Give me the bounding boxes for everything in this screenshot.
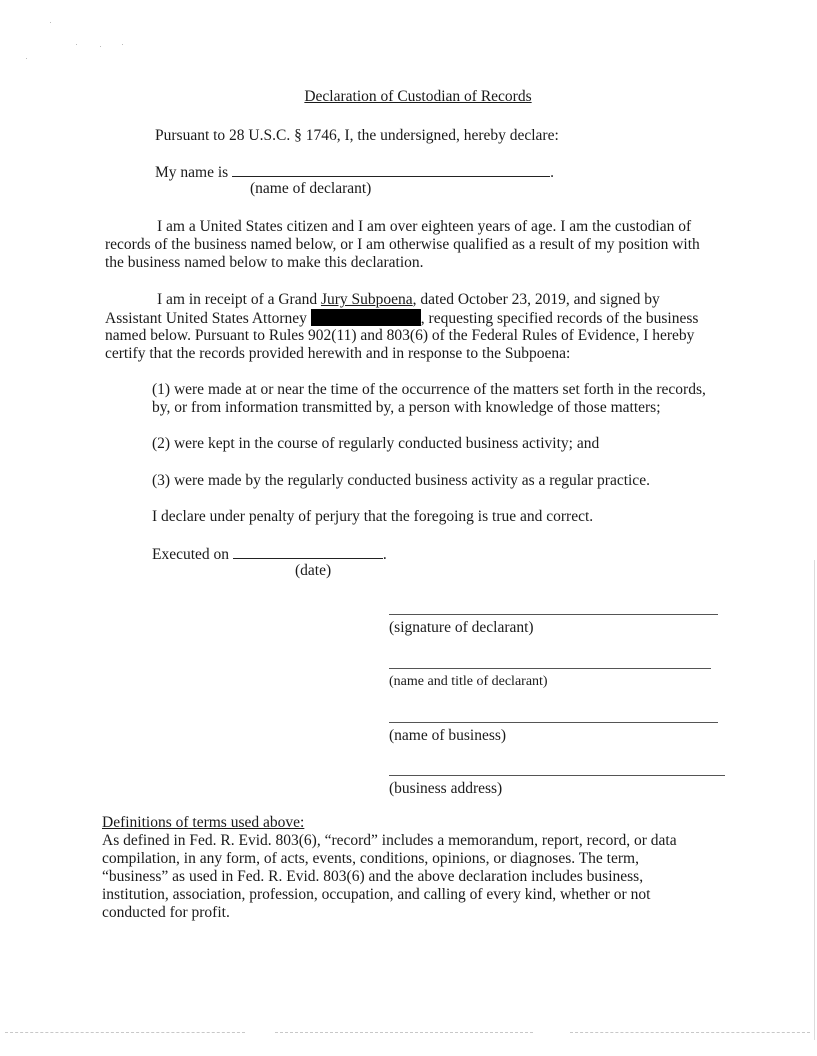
para2-line1-text-a: I am in receipt of a Grand [157, 291, 321, 308]
para2-line2-text-b: , requesting specified records of the business [420, 310, 699, 327]
para2-line4: certify that the records provided herewith and in response to the Subpoena: [105, 345, 571, 362]
date-caption: (date) [295, 562, 332, 579]
para2-line2-text-a: Assistant United States Attorney [105, 310, 311, 327]
definitions-line1: As defined in Fed. R. Evid. 803(6), “record” includes a memorandum, report, record, or data [102, 832, 677, 849]
business-name-caption: (name of business) [389, 727, 507, 744]
executed-suffix: . [382, 546, 387, 563]
item3: (3) were made by the regularly conducted business activity as a regular practice. [152, 472, 650, 489]
executed-line [152, 544, 387, 564]
scan-speck [50, 22, 51, 23]
perjury-statement: I declare under penalty of perjury that the foregoing is true and correct. [152, 508, 594, 525]
para1-line1: I am a United States citizen and I am over eighteen years of age. I am the custodian of [157, 218, 692, 235]
item2: (2) were kept in the course of regularly conducted business activity; and [152, 435, 600, 452]
business-address-field[interactable] [389, 775, 725, 776]
scan-edge-line [570, 1032, 810, 1033]
subpoena-reference: Jury Subpoena [320, 291, 413, 308]
name-title-field[interactable] [389, 668, 711, 669]
scan-edge-line [5, 1032, 245, 1033]
business-name-field[interactable] [389, 722, 718, 723]
para2-line1-text-b: , dated October 23, 2019, and signed by [412, 291, 660, 308]
definitions-line3: “business” as used in Fed. R. Evid. 803(6) and the above declaration includes business, [102, 868, 644, 885]
para2-line3: named below. Pursuant to Rules 902(11) and 803(6) of the Federal Rules of Evidence, I hereby [105, 327, 695, 344]
name-line [155, 162, 554, 182]
item1-line1: (1) were made at or near the time of the occurrence of the matters set forth in the records, [152, 381, 706, 398]
para2-line2 [105, 309, 698, 328]
execution-date-field[interactable] [233, 544, 383, 559]
scan-edge-right [814, 560, 815, 1040]
para2-line1 [157, 291, 660, 309]
definitions-line5: conducted for profit. [102, 904, 230, 921]
para1-line2: records of the business named below, or I am otherwise qualified as a result of my position with [105, 236, 700, 253]
definitions-line2: compilation, in any form, of acts, events, conditions, opinions, or diagnoses. The term, [102, 850, 639, 867]
intro-statement: Pursuant to 28 U.S.C. § 1746, I, the undersigned, hereby declare: [155, 127, 559, 144]
declarant-name-field[interactable] [232, 162, 550, 177]
business-address-caption: (business address) [389, 780, 503, 797]
name-suffix: . [550, 164, 554, 181]
signature-field[interactable] [389, 614, 718, 615]
name-caption: (name of declarant) [250, 180, 372, 197]
scan-edge-line [275, 1032, 533, 1033]
scan-speck [122, 44, 123, 45]
scan-speck [100, 46, 101, 47]
redaction-box [311, 309, 421, 326]
scan-speck [26, 58, 27, 59]
name-prefix: My name is [155, 164, 229, 181]
document-title: Declaration of Custodian of Records [304, 88, 532, 105]
executed-prefix: Executed on [152, 546, 230, 563]
item1-line2: by, or from information transmitted by, a person with knowledge of those matters; [152, 399, 661, 416]
definitions-line4: institution, association, profession, occupation, and calling of every kind, whether or not [102, 886, 651, 903]
name-title-caption: (name and title of declarant) [389, 674, 548, 689]
scan-speck [76, 44, 77, 45]
signature-caption: (signature of declarant) [389, 619, 534, 636]
definitions-heading: Definitions of terms used above: [102, 814, 305, 831]
para1-line3: the business named below to make this declaration. [105, 254, 424, 271]
